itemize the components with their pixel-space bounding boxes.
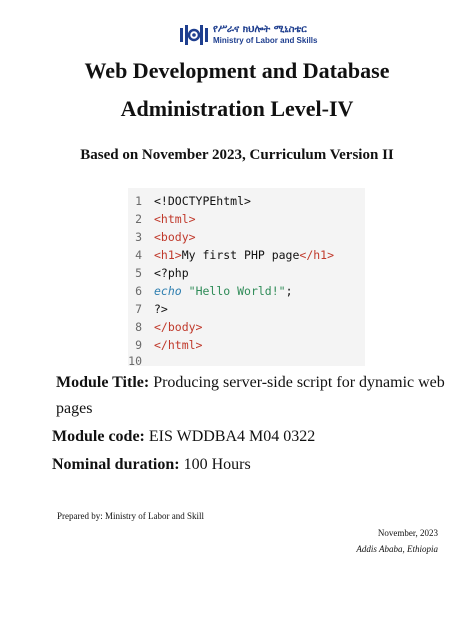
document-title-line-1: Web Development and Database (84, 58, 390, 83)
module-title-value: Producing server-side script for dynamic web (153, 374, 445, 391)
publication-date: November, 2023 (377, 528, 438, 538)
line-number: 1 (135, 194, 142, 208)
module-title-label: Module Title: (56, 374, 150, 391)
code-line (128, 282, 293, 300)
code-text: <!DOCTYPEhtml> (154, 194, 251, 208)
code-text: ?> (154, 302, 168, 316)
code-text: My first PHP page (181, 248, 300, 262)
code-line (128, 318, 202, 336)
code-line (128, 210, 196, 228)
ministry-logo (179, 20, 317, 50)
logo-amharic-text: የሥራና ክህሎት ሚኒስቴር (213, 24, 307, 35)
code-string: "Hello World!" (188, 284, 286, 298)
line-number: 5 (135, 266, 142, 280)
line-number: 4 (135, 248, 142, 262)
line-number: 7 (135, 302, 142, 316)
line-number: 8 (135, 320, 142, 334)
publication-place: Addis Ababa, Ethiopia (356, 544, 438, 554)
line-number: 3 (135, 230, 142, 244)
code-line (128, 192, 251, 210)
module-code-row (52, 428, 315, 446)
code-line (128, 246, 334, 264)
document-title-line-2: Administration Level-IV (120, 96, 354, 121)
curriculum-subtitle: Based on November 2023, Curriculum Version II (80, 147, 394, 163)
code-text: ; (285, 284, 293, 298)
code-line (128, 228, 196, 246)
ministry-emblem-icon (179, 20, 209, 50)
nominal-duration-row (52, 456, 251, 474)
module-code-value: EIS WDDBA4 M04 0322 (148, 428, 316, 445)
code-text: </body> (154, 320, 203, 334)
module-title-row (56, 374, 445, 392)
line-number: 9 (135, 338, 142, 352)
code-line (128, 264, 189, 282)
logo-english-text: Ministry of Labor and Skills (213, 36, 318, 45)
code-tag-open: <h1> (154, 248, 182, 262)
line-number: 6 (135, 284, 142, 298)
code-tag-close: </h1> (299, 248, 335, 262)
code-line (128, 300, 168, 318)
code-sample (128, 188, 365, 366)
module-code-label: Module code: (52, 428, 145, 445)
code-text: <?php (154, 266, 189, 280)
module-title-continuation: pages (56, 400, 93, 417)
code-text: </html> (154, 338, 203, 352)
nominal-duration-label: Nominal duration: (52, 456, 180, 473)
line-number: 10 (128, 354, 142, 368)
line-number: 2 (135, 212, 142, 226)
code-text: <html> (154, 212, 196, 226)
nominal-duration-value: 100 Hours (183, 456, 251, 473)
code-line (124, 352, 154, 370)
code-text: <body> (154, 230, 196, 244)
prepared-by: Prepared by: Ministry of Labor and Skill (57, 511, 204, 521)
code-keyword: echo (154, 284, 182, 298)
